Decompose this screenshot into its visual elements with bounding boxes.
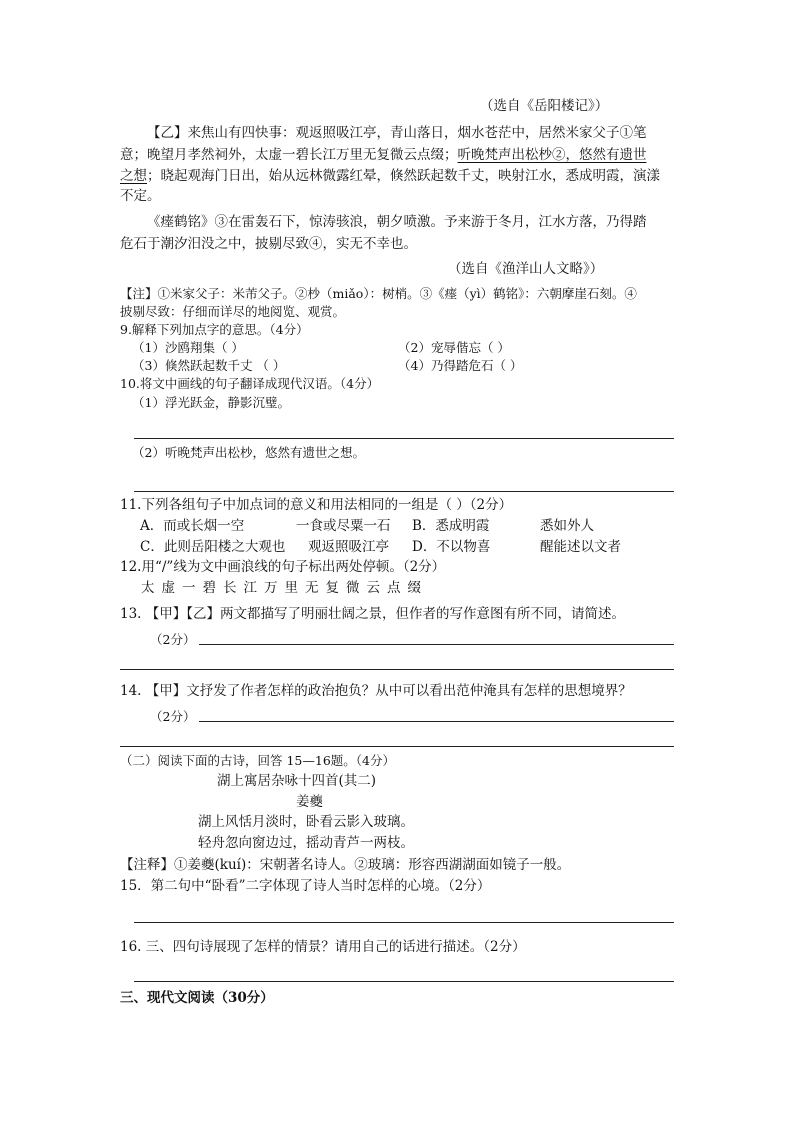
q10-title: 10.将文中画线的句子翻译成现代汉语。（4分） xyxy=(120,376,380,391)
q10-sentence-2: （2）听晚梵声出松杪，悠然有遗世之想。 xyxy=(132,445,365,460)
q14-title: 14. 【甲】文抒发了作者怎样的政治抱负？从中可以看出范仲淹具有怎样的思想境界？ xyxy=(120,683,632,699)
q9-item-2: （2）宠辱偕忘（ ） xyxy=(398,340,510,355)
poem-author: 姜夔 xyxy=(296,794,323,810)
source-citation-1: （选自《岳阳楼记》） xyxy=(480,98,609,114)
passage-yi-line-2: 意；晚望月孝然祠外，太虚一碧长江万里无复微云点缀；听晚梵声出松杪②，悠然有遗世 xyxy=(120,147,647,163)
q9-title: 9.解释下列加点字的意思。（4分） xyxy=(120,322,309,337)
answer-line-q13-2[interactable] xyxy=(120,669,674,670)
passage-yi-line-3: 之想；晓起观海门日出，始从远林微露红晕，倏然跃起数千丈，映射江水，悉成明霞，演漾 xyxy=(120,168,660,184)
answer-line-q15[interactable] xyxy=(134,922,674,923)
q11-title: 11.下列各组句子中加点词的意义和用法相同的一组是（ ）（2分） xyxy=(120,497,513,513)
section-3-title: 三、现代文阅读（30分） xyxy=(120,990,274,1006)
q15-title: 15．第二句中“卧看”二字体现了诗人当时怎样的心境。（2分） xyxy=(120,878,491,894)
notes-line-1: 【注】①米家父子：米芾父子。②杪（miǎo）：树梢。③《瘗（yì）鹤铭》：六朝摩崖石刻。④ xyxy=(120,286,637,301)
q10-sentence-1: （1）浮光跃金，静影沉璧。 xyxy=(132,395,290,410)
source-citation-2: （选自《渔洋山人文略》） xyxy=(448,261,604,277)
q14-points: （2分） xyxy=(150,709,196,724)
notes-line-2: 披剔尽致：仔细而详尽的地阅览、观赏。 xyxy=(120,304,346,319)
q16-title: 16. 三、四句诗展现了怎样的情景？请用自己的话进行描述。（2分） xyxy=(120,939,526,955)
underlined-sentence-end: 之想 xyxy=(120,168,147,184)
q9-item-3: （3）倏然跃起数千丈 （ ） xyxy=(132,358,286,373)
answer-line-q14-1[interactable] xyxy=(199,721,674,722)
passage-yi-line-4: 不定。 xyxy=(120,188,161,204)
q13-points: （2分） xyxy=(150,632,196,647)
passage-yi-line-5: 《瘗鹤铭》③在雷轰石下，惊涛骇浪，朝夕喷激。予来游于冬月，江水方落，乃得踏 xyxy=(147,214,647,230)
answer-line-q14-2[interactable] xyxy=(120,746,674,747)
section-2-title: （二）阅读下面的古诗，回答 15—16题。（4分） xyxy=(120,753,395,768)
q11-option-c-1: C．此则岳阳楼之大观也 xyxy=(140,539,286,555)
q11-option-a-2: 一食或尽粟一石 xyxy=(296,518,391,534)
answer-line-q10-1[interactable] xyxy=(134,438,674,439)
q11-option-d-2: 醒能述以文者 xyxy=(540,539,621,555)
q11-option-b-1: B．悉成明霞 xyxy=(412,518,490,534)
q13-title: 13. 【甲】【乙】两文都描写了明丽壮阔之景，但作者的写作意图有所不同，请简述。 xyxy=(120,606,626,622)
answer-line-q13-1[interactable] xyxy=(199,644,674,645)
answer-line-q10-2[interactable] xyxy=(134,491,674,492)
q9-item-4: （4）乃得踏危石（ ） xyxy=(398,358,523,373)
q9-item-1: （1）沙鸥翔集（ ） xyxy=(132,340,244,355)
passage-yi-line-6: 危石于潮汐汨没之中，披剔尽致④，实无不幸也。 xyxy=(120,236,417,252)
q11-option-c-2: 观返照吸江亭 xyxy=(308,539,389,555)
q11-option-b-2: 悉如外人 xyxy=(540,518,594,534)
q12-sentence: 太虚一碧长江万里无复微云点缀 xyxy=(141,580,428,596)
underlined-sentence: 听晚梵声出松杪②，悠然有遗世 xyxy=(457,147,647,163)
poem-note: 【注释】①姜夔(kuí)：宋朝著名诗人。②玻璃：形容西湖湖面如镜子一般。 xyxy=(120,857,571,873)
poem-line-2: 轻舟忽向窗边过，摇动青芦一两枝。 xyxy=(198,835,414,851)
q12-title: 12.用“/”线为文中画浪线的句子标出两处停顿。（2分） xyxy=(120,559,446,575)
poem-line-1: 湖上风恬月淡时，卧看云影入玻璃。 xyxy=(198,814,414,830)
poem-title: 湖上寓居杂咏十四首(其二) xyxy=(217,773,377,789)
q11-option-a-1: A．而或长烟一空 xyxy=(140,518,245,534)
answer-line-q16[interactable] xyxy=(134,981,674,982)
q11-option-d-1: D．不以物喜 xyxy=(412,539,491,555)
passage-yi-line-1: 【乙】来焦山有四快事：观返照吸江亭，青山落日，烟水苍茫中，居然米家父子①笔 xyxy=(147,125,647,141)
